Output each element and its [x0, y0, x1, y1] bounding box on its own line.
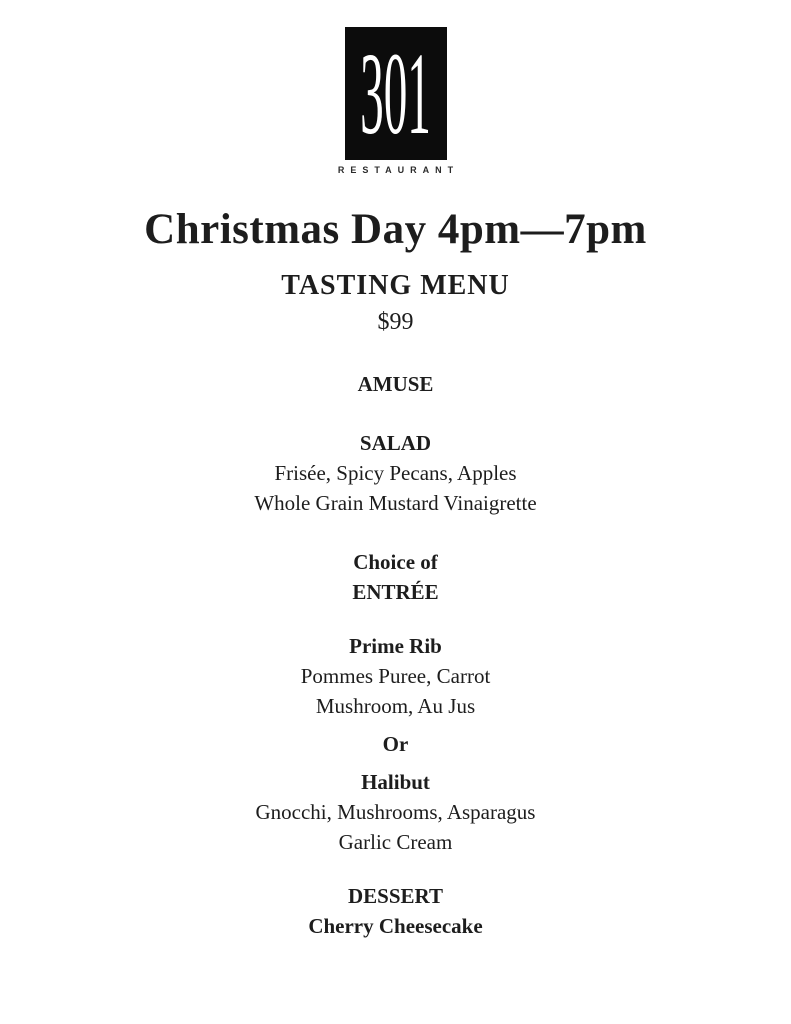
logo-box [345, 27, 447, 160]
salad-description-line-2: Whole Grain Mustard Vinaigrette [254, 491, 537, 516]
course-heading-amuse: AMUSE [357, 372, 434, 397]
entree-choice-heading [0, 547, 791, 607]
course-salad [0, 428, 791, 518]
page-title: Christmas Day 4pm—7pm [144, 206, 647, 253]
logo-restaurant-label: RESTAURANT [337, 165, 460, 175]
prime-rib-description-line-1: Pommes Puree, Carrot [300, 664, 491, 689]
or-separator: Or [382, 732, 409, 757]
halibut-description-line-1: Gnocchi, Mushrooms, Asparagus [255, 800, 536, 825]
course-halibut [0, 767, 791, 857]
course-prime-rib [0, 631, 791, 721]
entree-label: ENTRÉE [352, 580, 439, 605]
restaurant-logo [0, 0, 791, 175]
logo-number: 301 [360, 27, 431, 159]
menu-price: $99 [377, 309, 414, 336]
course-heading-dessert: DESSERT [348, 884, 443, 909]
course-dessert [0, 881, 791, 941]
salad-description-line-1: Frisée, Spicy Pecans, Apples [274, 461, 517, 486]
course-heading-halibut: Halibut [361, 770, 430, 795]
choice-of-label: Choice of [353, 550, 438, 575]
halibut-description-line-2: Garlic Cream [338, 830, 453, 855]
prime-rib-description-line-2: Mushroom, Au Jus [315, 694, 476, 719]
tasting-menu-title: TASTING MENU [281, 270, 510, 302]
course-heading-prime-rib: Prime Rib [349, 634, 442, 659]
course-heading-salad: SALAD [359, 431, 432, 456]
menu-courses [0, 369, 791, 941]
dessert-description-line-1: Cherry Cheesecake [308, 914, 483, 939]
course-amuse [0, 369, 791, 399]
